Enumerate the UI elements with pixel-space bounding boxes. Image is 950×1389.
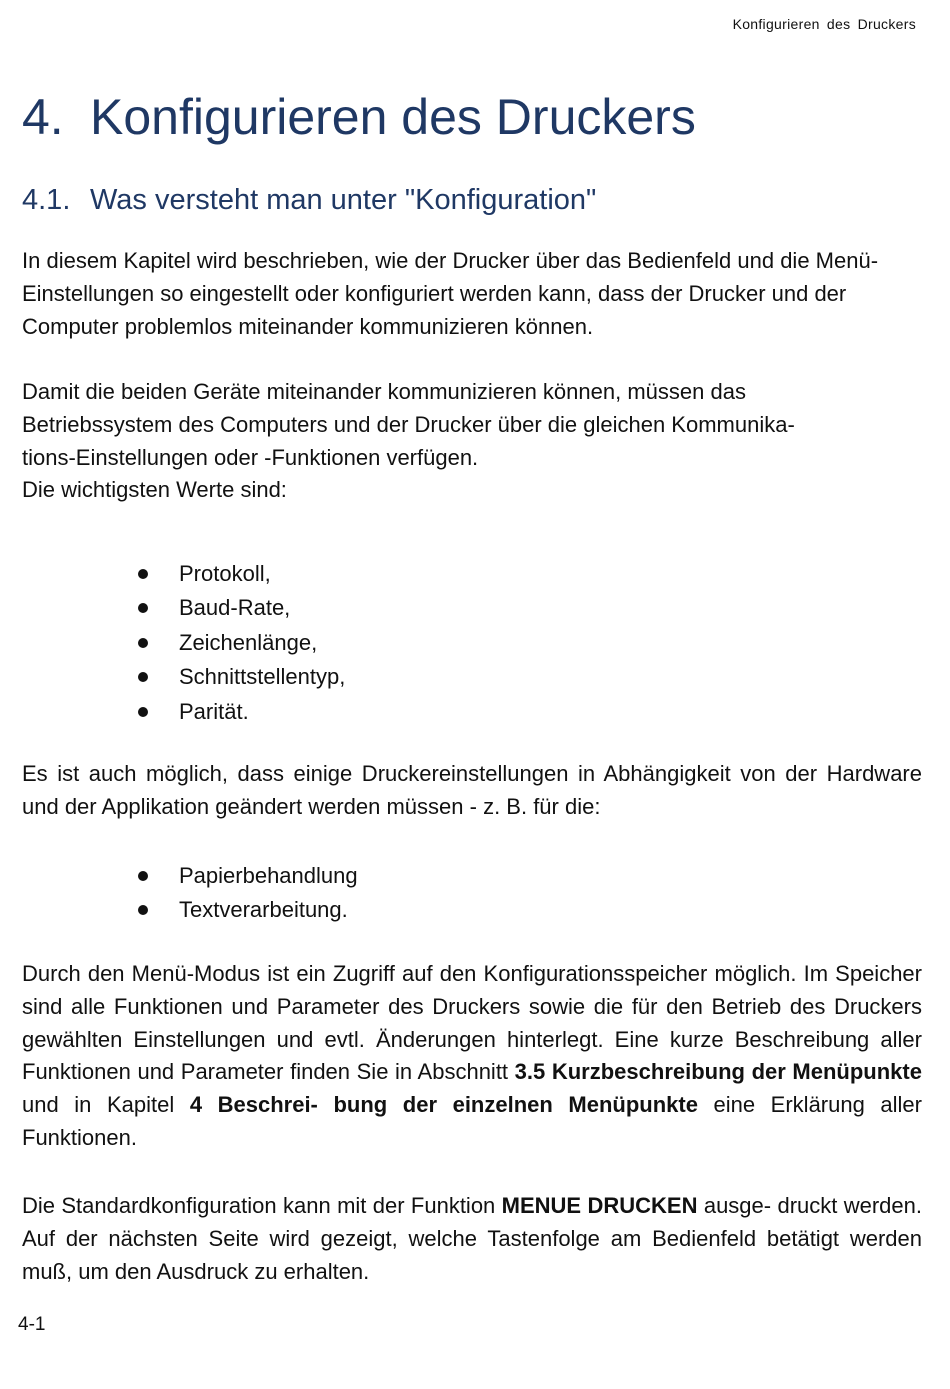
bullet-icon bbox=[138, 871, 148, 881]
paragraph-intro: In diesem Kapitel wird beschrieben, wie der Drucker über das Bedienfeld und die Menü-Einstellungen so eingestellt oder konfiguriert werden kann, dass der Drucker und der Computer problemlos miteinander kommunizieren können. bbox=[22, 248, 879, 339]
paragraph-communication bbox=[22, 376, 922, 507]
section-number: 4.1. bbox=[22, 184, 71, 216]
list-item: Protokoll, bbox=[138, 557, 345, 591]
list-item: Papierbehandlung bbox=[138, 859, 358, 893]
list-item: Textverarbeitung. bbox=[138, 893, 358, 927]
chapter-number: 4. bbox=[22, 89, 64, 145]
reference-chapter: 4 Beschrei- bung der einzelnen Menüpunkte bbox=[189, 1092, 698, 1118]
bullet-icon bbox=[138, 569, 148, 579]
list-item: Zeichenlänge, bbox=[138, 626, 345, 660]
list-item: Baud-Rate, bbox=[138, 591, 345, 625]
paragraph-menu-mode: Durch den Menü-Modus ist ein Zugriff auf den Konfigurationsspeicher möglich. Im Speicher sind alle Funktionen und Parameter des Druckers sowie die für den Betrieb des Druckers gewählten Einstellungen und evtl. Änderungen hinterlegt. Eine kurze Beschreibung aller Funktionen und Parameter finden Sie in Abschnitt 3.5 Kurzbeschreibung der Menüpunkte und in Kapitel 4 Beschrei- bung der einzelnen Menüpunkte eine Erklärung aller Funktionen. bbox=[22, 961, 922, 1150]
bullet-icon bbox=[138, 707, 148, 717]
list-item: Schnittstellentyp, bbox=[138, 660, 345, 694]
paragraph-line: tions-Einstellungen oder -Funktionen verfügen. bbox=[22, 444, 479, 470]
paragraph-line: Betriebssystem des Computers und der Drucker über die gleichen Kommunika- bbox=[22, 411, 795, 437]
application-list bbox=[138, 859, 358, 928]
settings-list bbox=[138, 557, 345, 729]
page-number: 4-1 bbox=[18, 1314, 46, 1335]
running-header: Konfigurieren des Druckers bbox=[732, 16, 916, 32]
reference-section: 3.5 Kurzbeschreibung der Menüpunkte bbox=[514, 1059, 922, 1085]
paragraph-line: Damit die beiden Geräte miteinander kommunizieren können, müssen das bbox=[22, 379, 746, 404]
bullet-icon bbox=[138, 603, 148, 613]
chapter-title: Konfigurieren des Druckers bbox=[90, 89, 696, 145]
paragraph-line: Die wichtigsten Werte sind: bbox=[22, 477, 287, 503]
function-name: MENUE DRUCKEN bbox=[501, 1193, 698, 1218]
list-item: Parität. bbox=[138, 695, 345, 729]
paragraph-standard-config: Die Standardkonfiguration kann mit der Funktion MENUE DRUCKEN ausge- druckt werden. Auf der nächsten Seite wird gezeigt, welche Tastenfolge am Bedienfeld betätigt werden muß, um den Ausdruck zu erhalten. bbox=[22, 1193, 922, 1284]
section-heading bbox=[22, 184, 596, 217]
section-title: Was versteht man unter "Konfiguration" bbox=[90, 184, 597, 216]
bullet-icon bbox=[138, 672, 148, 682]
bullet-icon bbox=[138, 905, 148, 915]
bullet-icon bbox=[138, 638, 148, 648]
chapter-heading bbox=[22, 88, 696, 146]
paragraph-hardware: Es ist auch möglich, dass einige Druckereinstellungen in Abhängigkeit von der Hardware und der Applikation geändert werden müssen - z. B. für die: bbox=[22, 761, 922, 819]
